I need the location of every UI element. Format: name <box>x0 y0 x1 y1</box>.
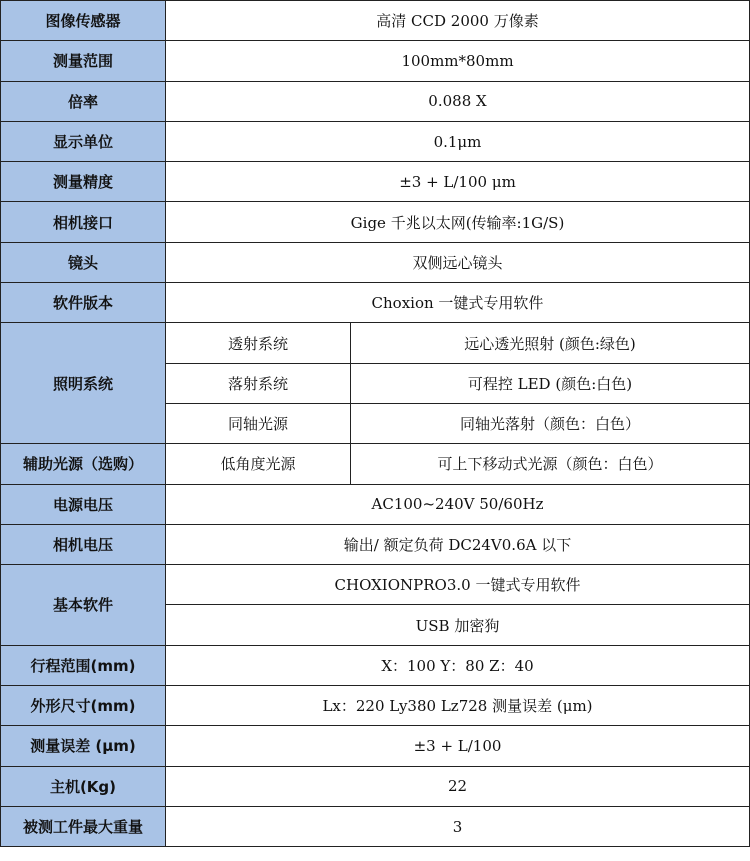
row-label-display-unit: 显示单位 <box>1 121 166 161</box>
table-row <box>1 484 750 524</box>
table-row <box>1 645 750 685</box>
basic-software-item: CHOXIONPRO3.0 一键式专用软件 <box>166 565 750 605</box>
lighting-item-value: 可程控 LED (颜色:白色) <box>351 363 750 403</box>
row-value-camera-power: 输出/ 额定负荷 DC24V0.6A 以下 <box>166 524 750 564</box>
table-row <box>1 121 750 161</box>
table-row <box>1 162 750 202</box>
row-value-accuracy: ±3 + L/100 μm <box>166 162 750 202</box>
table-row <box>1 202 750 242</box>
row-label-lens: 镜头 <box>1 242 166 282</box>
row-label-lighting: 照明系统 <box>1 323 166 444</box>
row-label-accuracy: 测量精度 <box>1 162 166 202</box>
table-row <box>1 686 750 726</box>
row-value-power: AC100~240V 50/60Hz <box>166 484 750 524</box>
row-label-max-weight: 被测工件最大重量 <box>1 806 166 846</box>
row-label-basic-software: 基本软件 <box>1 565 166 646</box>
row-value-lens: 双侧远心镜头 <box>166 242 750 282</box>
row-label-camera-power: 相机电压 <box>1 524 166 564</box>
row-value-range: 100mm*80mm <box>166 41 750 81</box>
table-row <box>1 806 750 846</box>
row-label-error: 测量误差 (μm) <box>1 726 166 766</box>
basic-software-item: USB 加密狗 <box>166 605 750 645</box>
table-row <box>1 242 750 282</box>
aux-light-name: 低角度光源 <box>166 444 351 484</box>
row-label-aux-light: 辅助光源（选购） <box>1 444 166 484</box>
lighting-item-name: 落射系统 <box>166 363 351 403</box>
table-row <box>1 283 750 323</box>
row-label-dimensions: 外形尺寸(mm) <box>1 686 166 726</box>
row-label-sensor: 图像传感器 <box>1 1 166 41</box>
row-value-dimensions: Lx：220 Ly380 Lz728 测量误差 (μm) <box>166 686 750 726</box>
row-value-software-version: Choxion 一键式专用软件 <box>166 283 750 323</box>
table-row <box>1 524 750 564</box>
row-value-max-weight: 3 <box>166 806 750 846</box>
row-label-interface: 相机接口 <box>1 202 166 242</box>
row-value-magnification: 0.088 X <box>166 81 750 121</box>
table-row <box>1 726 750 766</box>
row-value-interface: Gige 千兆以太网(传输率:1G/S) <box>166 202 750 242</box>
row-label-magnification: 倍率 <box>1 81 166 121</box>
table-row <box>1 41 750 81</box>
table-row <box>1 1 750 41</box>
table-row <box>1 323 750 363</box>
lighting-item-value: 同轴光落射（颜色：白色） <box>351 403 750 443</box>
table-row <box>1 81 750 121</box>
row-value-display-unit: 0.1μm <box>166 121 750 161</box>
lighting-item-value: 远心透光照射 (颜色:绿色) <box>351 323 750 363</box>
table-row <box>1 565 750 605</box>
row-label-power: 电源电压 <box>1 484 166 524</box>
lighting-item-name: 透射系统 <box>166 323 351 363</box>
row-value-sensor: 高清 CCD 2000 万像素 <box>166 1 750 41</box>
row-label-software-version: 软件版本 <box>1 283 166 323</box>
table-row <box>1 444 750 484</box>
aux-light-value: 可上下移动式光源（颜色：白色） <box>351 444 750 484</box>
row-value-error: ±3 + L/100 <box>166 726 750 766</box>
row-value-host: 22 <box>166 766 750 806</box>
row-label-travel: 行程范围(mm) <box>1 645 166 685</box>
table-row <box>1 766 750 806</box>
lighting-item-name: 同轴光源 <box>166 403 351 443</box>
row-label-range: 测量范围 <box>1 41 166 81</box>
row-value-travel: X：100 Y：80 Z：40 <box>166 645 750 685</box>
row-label-host: 主机(Kg) <box>1 766 166 806</box>
